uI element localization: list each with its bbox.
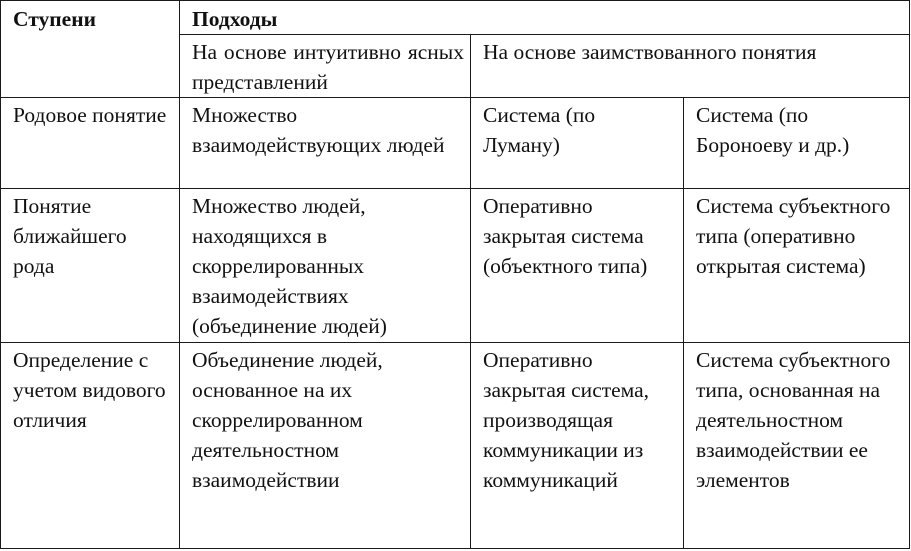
table-row: [1, 343, 910, 549]
intuitive-approach-header: На основе интуитивно ясных представлений: [180, 35, 471, 98]
stages-header: Ступени: [1, 1, 180, 98]
intuitive-cell: Множество людей, находящихся в скоррелированных взаимодействиях (объединение людей): [180, 189, 471, 343]
luhmann-cell: Система (по Луману): [471, 98, 684, 189]
table-row: [1, 189, 910, 343]
approaches-header: Подходы: [180, 1, 910, 35]
stage-cell: Понятие ближайшего рода: [1, 189, 180, 343]
boronoev-cell: Система субъектного типа, основанная на деятельностном взаимодействии ее элементов: [684, 343, 910, 549]
stage-cell: Определение с учетом видового отличия: [1, 343, 180, 549]
table-row: [1, 98, 910, 189]
intuitive-cell: Объединение людей, основанное на их скоррелированном деятельностном взаимодействии: [180, 343, 471, 549]
borrowed-approach-header: На основе заимствованного понятия: [471, 35, 910, 98]
luhmann-cell: Оперативно закрытая система, производящая коммуникации из коммуникаций: [471, 343, 684, 549]
intuitive-cell: Множество взаимодействующих людей: [180, 98, 471, 189]
boronoev-cell: Система субъектного типа (оперативно открытая система): [684, 189, 910, 343]
luhmann-cell: Оперативно закрытая система (объектного типа): [471, 189, 684, 343]
stage-cell: Родовое понятие: [1, 98, 180, 189]
boronoev-cell: Система (по Бороноеву и др.): [684, 98, 910, 189]
header-row-1: [1, 1, 910, 35]
